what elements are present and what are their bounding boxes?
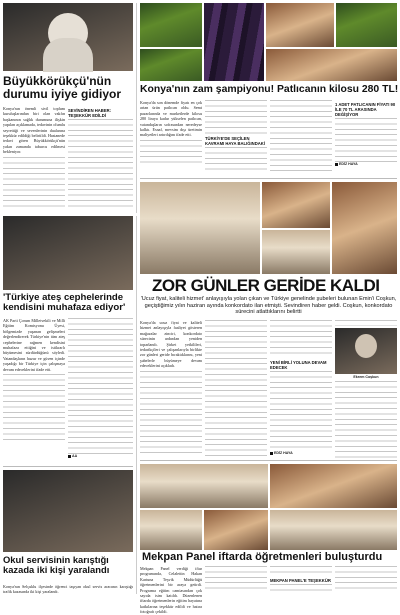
text-lines [205,320,267,456]
top-center-headline: Konya'nın zam şampiyonu! Patlıcanın kilosu 280 TL! [140,84,399,95]
section-rule [140,178,397,179]
top-center-col4 [335,100,397,176]
beard-shape [43,38,93,72]
feature-col2 [205,320,267,458]
text-lines [335,118,397,162]
bottom-center-body: Mekpan Panel verdiği iftar programında, Celalettin Hakan Kartuna Teşvik Müdürlüğü öğretmenlerini bir araya getirdi. Programa eğitim camiasından çok sayıda isim katıldı. Düzenlenen iftarda öğretmenlerin eğitim hayatına katkılarına teşekkür edildi ve hatıra fotoğrafı çekildi. [140,566,202,615]
bottom-center-col1 [140,566,202,615]
coskun-portrait [335,328,397,374]
top-center-subhead: TÜRKİYE'DE SEÇİLEN KAVRAMI HAYA BALIĞINDAKİ [205,136,265,146]
credit-text: EDİZ HAYA [339,162,358,166]
top-left-body-col2 [68,106,133,212]
text-lines [68,119,133,209]
market-photo-3 [336,3,397,47]
left-middle-col1 [3,318,65,464]
left-middle-headline: 'Türkiye ateş cephelerinde kendisini muhafaza ediyor' [3,292,126,314]
text-lines [270,584,332,594]
market-photo-4 [266,49,397,81]
market-photo-1 [140,3,202,47]
text-lines [205,566,267,592]
iftar-photo-3 [140,510,202,550]
text-lines [205,100,267,134]
accident-photo [3,470,133,552]
left-middle-body: AK Parti Çorum Milletvekili ve Milli Eğitim Komisyonu Üyesi, bölgemizde yaşanan gelişmeleri değerlendirerek Türkiye'nin tüm ateş cephelerine rağmen kendisini muhafaza ettiğini ve istikrarlı büyümesini sürdürdüğünü söyledi. Vatandaşların huzur ve güven içinde yaşadığı bir Türkiye için çalışmaya devam edeceklerini ifade etti. [3,318,65,372]
top-center-body: Konya'da son dönemde fiyatı en çok artan ürün patlıcan oldu. Semt pazarlarında ve marketlerde kilosu 280 liraya kadar yükselen patlıcan, vatandaşların sofrasından neredeyse kalktı. Esnaf, mevsim dışı üretimin maliyetleri artırdığını ifade etti. [140,100,202,138]
iftar-photo-5 [270,510,397,550]
iftar-photo-2 [270,464,397,508]
portrait-photo [3,3,133,71]
top-center-col2 [205,100,267,176]
top-left-subhead: SEVİNDİREN HABER: TEŞEKKÜR EDİLDİ [68,108,112,118]
text-lines [140,371,202,457]
feature-headline: ZOR GÜNLER GERİDE KALDI [152,276,380,295]
bullet-icon [68,455,71,458]
bottom-center-headline: Mekpan Panel iftarda öğretmenleri buluşturdu [142,551,383,563]
text-lines [140,140,202,166]
bottom-center-col2 [205,566,267,594]
bottom-center-subhead: MEKPAN PANEL'E TEŞEKKÜR [270,578,331,583]
section-rule [140,460,397,461]
credit-text: AA [72,454,78,458]
text-lines [270,100,332,174]
text-lines [205,147,267,173]
top-center-col3 [270,100,332,176]
text-lines [270,566,332,576]
feature-col1 [140,320,202,458]
left-middle-credit [68,454,133,458]
market-photo-5 [140,49,202,81]
top-center-col1 [140,100,202,176]
feature-credit [270,451,332,455]
top-left-body-col1 [3,106,65,212]
eggplant-photo [204,3,264,81]
bullet-icon [270,452,273,455]
meeting-photo-4 [332,182,397,274]
market-photo-2 [266,3,334,47]
bottom-left-body: Konya'nın Selçuklu ilçesinde öğrenci taşıyan okul servis aracının karıştığı trafik kazasında iki kişi yaralandı. [3,584,133,595]
column-divider [136,216,137,594]
text-lines [335,320,397,326]
left-middle-col2 [68,318,133,464]
portrait-caption: Ekrem Coşkun [353,375,379,379]
bullet-icon [335,163,338,166]
top-center-credit [335,162,397,166]
top-left-headline: Büyükkörükçü'nün durumu iyiye gidiyor [3,74,122,101]
section-rule [3,466,133,467]
officials-photo [3,216,133,290]
top-left-body: Konya'nın önemli sivil toplum kuruluşlarından biri olan vakfın başkanının sağlık durumuna ilişkin yapılan açıklamada, tedavinin olumlu seyrettiği ve sevenlerinin dualarına teşekkür edildiği belirtildi. Hastanede tedavi gören Büyükkörükçü'nün yakın zamanda taburcu edilmesi bekleniyor. [3,106,65,155]
bottom-center-col3 [270,566,332,594]
feature-subheadline: 'Ucuz fiyat, kaliteli hizmet' anlayışıyla yolan çıkan ve Türkiye genelinde şubeleri bulunan Emin'i Coşkun, geçiştiğimiz yılın haziran ayında konkordato ilan etmişti. Sevindiren haber geldi. Coşkun, konkordato sürecini atlattıklarını belirtti [140,296,397,316]
text-lines [3,157,65,207]
text-lines [68,318,133,454]
bottom-center-col4 [335,566,397,594]
column-divider [136,3,137,213]
feature-body: Konya'da ucuz fiyat ve kaliteli hizmet anlayışıyla faaliyet gösteren mağazalar zinciri, konkordato sürecinin ardından yeniden toparlandı. Şirket yetkilileri, tedarikçileri ve çalışanlarıyla birlikte zor günleri geride bıraktıklarını, yeni şubelerle büyümeye devam edeceklerini açıkladı. [140,320,202,369]
credit-text: EDİZ HAYA [274,451,293,455]
text-lines [335,566,397,592]
feature-subhead: YENİ BİRLİ YOLUNA DEVAM EDECEK [270,360,327,370]
meeting-photo-main [140,182,260,274]
iftar-photo-1 [140,464,268,508]
face-shape [355,334,377,358]
meeting-photo-3 [262,230,330,274]
iftar-photo-4 [204,510,268,550]
text-lines [335,381,397,459]
bottom-left-headline: Okul servisinin karıştığı kazada iki kişi yaralandı [3,554,110,575]
meeting-photo-2 [262,182,330,228]
text-lines [270,320,332,358]
top-center-side-subhead: 1 ADET PATLICANIN FİYATI 90 İLE 70 TL ARASINDA DEĞİŞİYOR [335,102,396,117]
feature-col4 [335,320,397,458]
text-lines [270,371,332,451]
text-lines [3,374,65,440]
feature-col3 [270,320,332,458]
